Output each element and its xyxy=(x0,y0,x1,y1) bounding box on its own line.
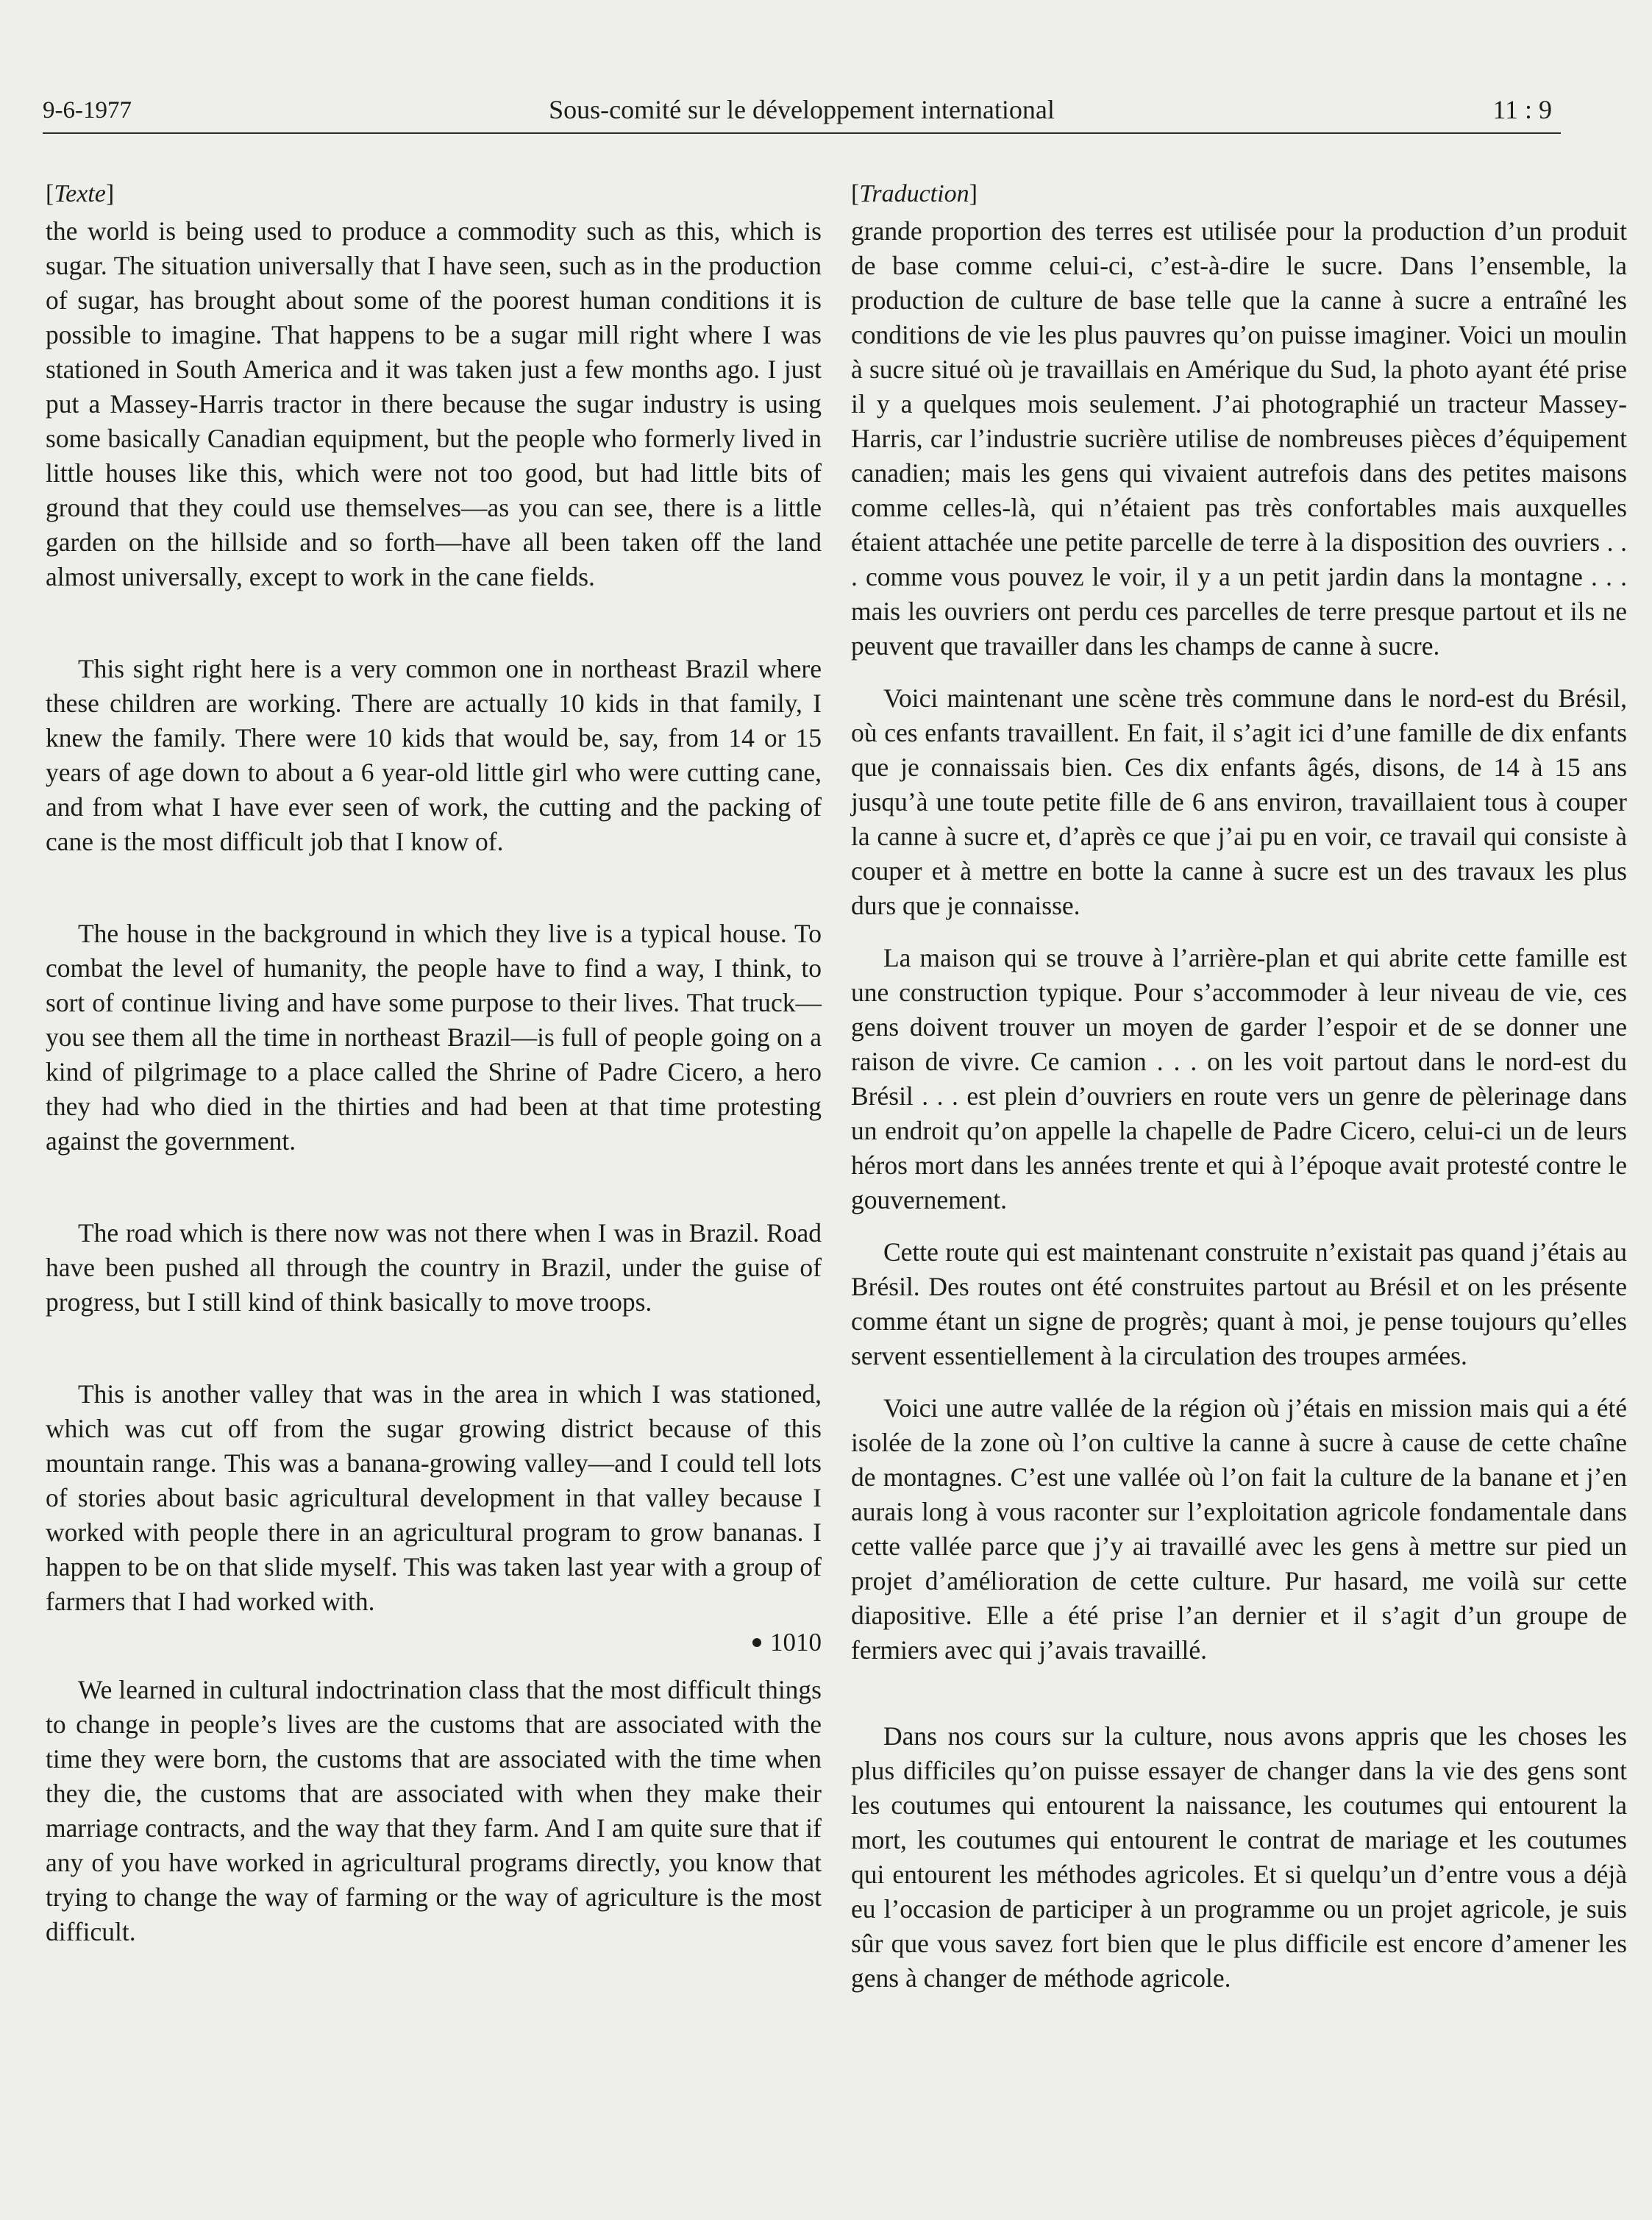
timestamp-marker-value: 1010 xyxy=(770,1628,822,1657)
column-heading-traduction: [Traduction] xyxy=(851,180,978,207)
paragraph: Dans nos cours sur la culture, nous avons appris que les choses les plus difficiles qu’on puisse essayer de changer dans la vie des gens sont les coutumes qui entourent la naissance, les coutumes qui entourent la mort, les coutumes qui entourent le contrat de mariage et les coutumes qui entourent les méthodes agricoles. Et si quelqu’un d’entre vous a déjà eu l’occasion de participer à un programme ou un projet agricole, je suis sûr que vous savez fort bien que le plus difficile est encore d’amener les gens à changer de méthode agricole. xyxy=(851,1721,1627,1993)
paragraph: the world is being used to produce a commodity such as this, which is sugar. The situation universally that I have seen, such as in the production of sugar, has brought about some of the poorest human conditions it is possible to imagine. That happens to be a sugar mill right where I was stationed in South America and it was taken just a few months ago. I just put a Massey-Harris tractor in there because the sugar industry is using some basically Canadian equipment, but the people who formerly lived in little houses like this, which were not too good, but had little bits of ground that they could use themselves—as you can see, there is a little garden on the hillside and so forth—have all been taken off the land almost universally, except to work in the cane fields. xyxy=(46,216,822,591)
paragraph: The road which is there now was not there when I was in Brazil. Road have been pushed all through the country in Brazil, under the guise of progress, but I still kind of think basically to move troops. xyxy=(46,1218,822,1317)
header-page-number: 11 : 9 xyxy=(1492,95,1552,124)
paragraph: grande proportion des terres est utilisée pour la production d’un produit de base comme celui-ci, c’est-à-dire le sucre. Dans l’ensemble, la production de culture de base telle que la canne à sucre a entraîné les conditions de vie les plus pauvres qu’on puisse imaginer. Voici un moulin à sucre situé où je travaillais en Amérique du Sud, la photo ayant été prise il y a quelques mois seulement. J’ai photographié un tracteur Massey-Harris, car l’industrie sucrière utilise de nombreuses pièces d’équipement canadien; mais les gens qui vivaient autrefois dans des petites maisons comme celles-là, qui n’étaient pas très confortables mais auxquelles étaient attachée une petite parcelle de terre à la disposition des ouvriers . . . comme vous pouvez le voir, il y a un petit jardin dans la montagne . . . mais les ouvriers ont perdu ces parcelles de terre presque partout et ils ne peuvent que travailler dans les champs de canne à sucre. xyxy=(851,216,1627,661)
paragraph: La maison qui se trouve à l’arrière-plan et qui abrite cette famille est une construction typique. Pour s’accommoder à leur niveau de vie, ces gens doivent trouver un moyen de garder l’espoir et de se donner une raison de vivre. Ce camion . . . on les voit partout dans le nord-est du Brésil . . . est plein d’ouvriers en route vers un genre de pèlerinage dans un endroit qu’on appelle la chapelle de Padre Cicero, celui-ci un de leurs héros mort dans les années trente et qui à l’époque avait protesté contre le gouvernement. xyxy=(851,943,1627,1214)
column-heading-texte: [Texte] xyxy=(46,180,115,207)
paragraph: We learned in cultural indoctrination class that the most difficult things to change in people’s lives are the customs that are associated with the time they were born, the customs that are associated with the time when they die, the customs that are associated with when they make their marriage contracts, and the way that they farm. And I am quite sure that if any of you have worked in agricultural programs directly, you know that trying to change the way of farming or the way of agriculture is the most difficult. xyxy=(46,1675,822,1946)
column-heading-traduction-label: Traduction xyxy=(859,180,969,207)
paragraph: Voici maintenant une scène très commune dans le nord-est du Brésil, où ces enfants travaillent. En fait, il s’agit ici d’une famille de dix enfants que je connaissais bien. Ces dix enfants âgés, disons, de 14 à 15 ans jusqu’à une toute petite fille de 6 ans environ, travaillaient tous à couper la canne à sucre et, d’après ce que j’ai pu en voir, ce travail qui consiste à couper et à mettre en botte la canne à sucre est un des travaux les plus durs que je connaisse. xyxy=(851,683,1627,920)
paragraph: This sight right here is a very common one in northeast Brazil where these children are working. There are actually 10 kids in that family, I knew the family. There were 10 kids that would be, say, from 14 or 15 years of age down to about a 6 year-old little girl who were cutting cane, and from what I have ever seen of work, the cutting and the packing of cane is the most difficult job that I know of. xyxy=(46,654,822,856)
page-header xyxy=(43,87,1561,134)
french-translation-column xyxy=(851,177,1627,1996)
bullet-icon xyxy=(752,1638,761,1647)
header-date: 9-6-1977 xyxy=(43,97,132,124)
header-title: Sous-comité sur le développement international xyxy=(549,95,1055,124)
paragraph: Voici une autre vallée de la région où j’étais en mission mais qui a été isolée de la zone où l’on cultive la canne à sucre à cause de cette chaîne de montagnes. C’est une vallée où l’on fait la culture de la banane et j’en aurais long à vous raconter sur l’exploitation agricole fondamentale dans cette vallée parce que j’y ai travaillé avec les gens à mettre sur pied un projet d’amélioration de cette culture. Pur hasard, me voilà sur cette diapositive. Elle a été prise l’an dernier et il s’agit d’un groupe de fermiers avec qui j’avais travaillé. xyxy=(851,1393,1627,1665)
paragraph: The house in the background in which they live is a typical house. To combat the level of humanity, the people have to find a way, I think, to sort of continue living and have some purpose to their lives. That truck—you see them all the time in northeast Brazil—is full of people going on a kind of pilgrimage to a place called the Shrine of Padre Cicero, a hero they had who died in the thirties and had been at that time protesting against the government. xyxy=(46,919,822,1156)
timestamp-marker xyxy=(46,1625,822,1659)
paragraph: This is another valley that was in the area in which I was stationed, which was cut off from the sugar growing district because of this mountain range. This was a banana-growing valley—and I could tell lots of stories about basic agricultural development in that valley because I worked with people there in an agricultural program to grow bananas. I happen to be on that slide myself. This was taken last year with a group of farmers that I had worked with. xyxy=(46,1379,822,1616)
column-heading-texte-label: Texte xyxy=(54,180,106,207)
english-text-column xyxy=(46,177,822,1949)
paragraph: Cette route qui est maintenant construite n’existait pas quand j’étais au Brésil. Des routes ont été construites partout au Brésil et on les présente comme étant un signe de progrès; quant à moi, je pense toujours qu’elles servent essentiellement à la circulation des troupes armées. xyxy=(851,1237,1627,1370)
